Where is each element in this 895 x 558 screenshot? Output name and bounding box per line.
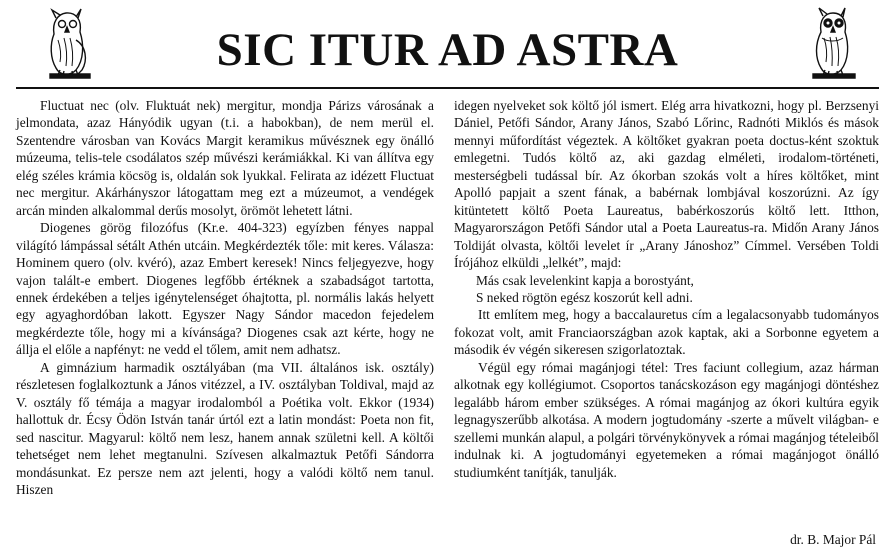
right-column xyxy=(454,97,879,481)
title-divider xyxy=(16,87,879,89)
owl-icon xyxy=(797,4,867,82)
verse-line: S neked rögtön egész koszorút kell adni. xyxy=(476,289,693,305)
paragraph: A gimnázium harmadik osztályában (ma VII. általános isk. osztály) részletesen foglalkoztunk a János vitézzel, a IV. osztályban Toldival, majd az V. osztály fő témája a magyar irodalomból a Poétika volt. Ekkor (1934) hallottuk dr. Écsy Ödön István tanár úrtól ezt a latin mondást: Poeta non fit, sed nascitur. Magyarul: költő nem lesz, hanem annak születni kell. A költői tehetséget nem lehet megtanulni. Szívesen alkalmaztuk Petőfi Sándorra mondásunkat. Ez persze nem azt jelenti, hogy a valódi költő nem tanul. Hiszen xyxy=(16,359,434,497)
verse-line: Más csak levelenkint kapja a borostyánt, xyxy=(476,272,694,288)
author-signature: dr. B. Major Pál xyxy=(790,532,876,547)
paragraph: Itt említem meg, hogy a baccalauretus cím a legalacsonyabb tudományos fokozat volt, amit Franciaországban azok kaptak, aki a Sorbonne egyetem a második év végén sikeresen szigorlatoztak. xyxy=(454,307,879,358)
paragraph: Végül egy római magánjogi tétel: Tres faciunt collegium, azaz hárman alkotnak egy kollégiumot. Csoportos tanácskozáson egy magánjogi döntéshez legalább három ember szükséges. A római magánjog az ókori kultúra egyik legnagyszerűbb alkotása. A modern jogtudomány -szerte a művelt világban- e szellemi munkán alapul, a polgári törvénykönyvek a római magánjog tételeiből indulnak ki. A jogtudományi egyetemeken a római magánjogot önálló studiumként tanítják, tanulják. xyxy=(454,359,879,480)
paragraph: Diogenes görög filozófus (Kr.e. 404-323) egyízben fényes nappal világító lámpással sétált Athén utcáin. Megkérdezték tőle: mit keres. Válasza: Hominem quero (olv. kvéró), azaz Embert keresek! Nincs feljegyezve, hogy vajon talált-e embert. Diogenes legfőbb értéknek a szabadságot tartotta, ennek érdekében a teljes igénytelenséget óhajtotta, pl. normális lakás helyett egy agyaghordóban lakott. Egyszer Nagy Sándor macedon fejedelem megkérdezte tőle, hogy mi a kívánsága? Diogenes csak azt kérte, hogy ne állja el előle a napfényt: ne vedd el tőlem, amit nem adhatsz. xyxy=(16,220,434,358)
paragraph: idegen nyelveket sok költő jól ismert. Elég arra hivatkozni, hogy pl. Berzsenyi Dániel, Petőfi Sándor, Arany János, Szabó Lőrinc, Radnóti Miklós és mások mennyi műfordítást végeztek. A költőket gyakran poeta doctus-ként szoktuk emlegetni. Tudós költő az, aki gazdag elméleti, irodalom-történeti, mesterségbeli tudással bír. Az ókorban szokás volt a híres költőket, mint Apolló papjait a szent fának, a babérnak lombjával koszorúzni. Az így kitüntetett költő Poeta Laureatus, babérkoszorús költő lett. Itthon, Magyarországon Petőfi Sándor utal a Poeta Laureatus-ra. Midőn Arany János Toldiját olvasta, költői levelet ír „Arany Jánoshoz” Címmel. Versében Toldi Írójához elküldi „lelkét”, majd: xyxy=(454,98,879,271)
page-title: SIC ITUR AD ASTRA xyxy=(216,24,679,76)
verse-quote xyxy=(454,272,879,307)
owl-icon xyxy=(32,4,102,82)
left-column xyxy=(16,97,434,498)
paragraph: Fluctuat nec (olv. Fluktuát nek) mergitur, mondja Párizs városának a jelmondata, azaz Hányódik ugyan (t.i. a habokban), de nem merül el. Szentendre városban van Kovács Margit keramikus művésznek egy önálló múzeuma, telis-tele csodálatos szép művészi kerámiákkal. Ki van állítva egy elég széles krámia köcsög is, oldalán sok lyukkal. Felirata az idézett Fluctuat nec mergitur. Akárhányszor látogattam meg ezt a múzeumot, a vendégek arcán minden alkalommal derűs mosolyt, örömöt lehetett látni. xyxy=(16,98,434,218)
